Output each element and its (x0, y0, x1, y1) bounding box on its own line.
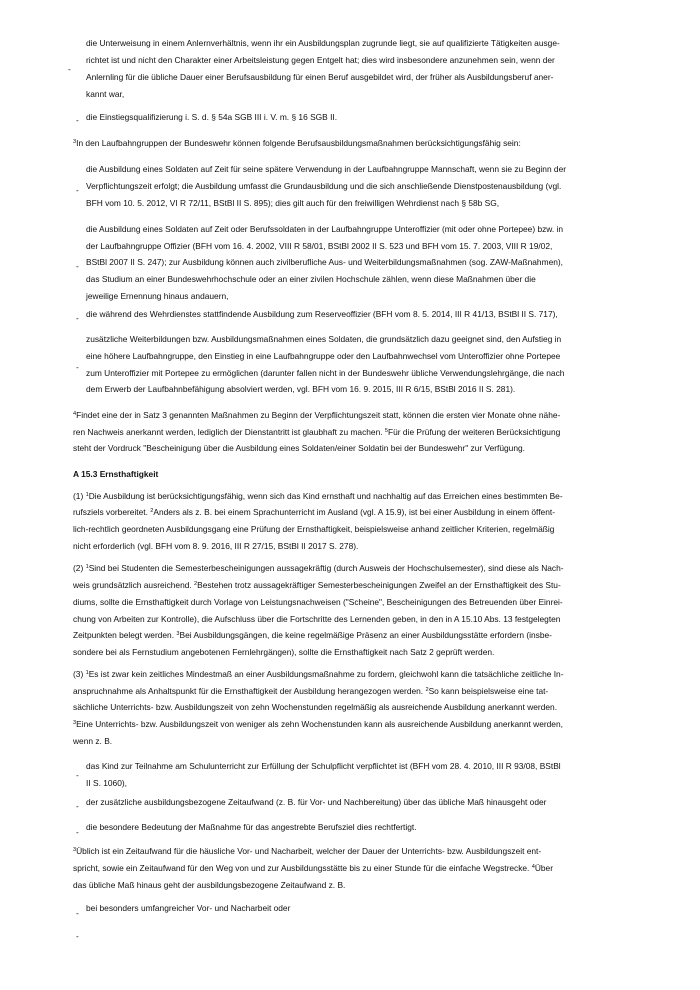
paragraph-text: So kann beispielsweise eine tat- (428, 686, 549, 696)
sentence-number: 1 (85, 670, 89, 676)
paragraph-text: ren Nachweis anerkannt werden, lediglich der Dienstantritt ist glaubhaft zu machen. (73, 427, 385, 437)
paragraph-text: rufsziels vorbereitet. (73, 507, 151, 517)
list-item-text: das Kind zur Teilnahme am Schulunterricht zur Erfüllung der Schulpflicht verpflichtet ist (BFH vom 28. 4. 2010, III R 93/08, BStBl (86, 761, 561, 771)
list-item-text: der zusätzliche ausbildungsbezogene Zeitaufwand (z. B. für Vor- und Nachbereitung) über das übliche Maß hinausgeht oder (86, 797, 547, 807)
bullet-dash: - (76, 261, 79, 271)
paragraph-text: Für die Prüfung der weiteren Berücksichtigung (388, 427, 561, 437)
list-item-text: eine höhere Laufbahngruppe, den Einstieg in eine Laufbahngruppe oder den Laufbahnwechsel vom Unteroffizier ohne Portepee (86, 351, 561, 361)
paragraph-line (73, 719, 563, 730)
paragraph-line: diums, sollte die Ernsthaftigkeit durch Vorlage von Leistungsnachweisen ("Scheine", Bescheinigungen des Betreuenden über Einrei- (73, 597, 563, 607)
list-item-text: der Laufbahngruppe Offizier (BFH vom 16. 4. 2002, VIII R 58/01, BStBl 2002 II S. 523 und BFH vom 15. 7. 2003, VIII R 19/02, (86, 241, 553, 251)
paragraph-text: Bestehen trotz aussagekräftiger Semesterbescheinigungen Zweifel an der Ernsthaftigkeit des Stu- (197, 580, 561, 590)
list-item-text: die Ausbildung eines Soldaten auf Zeit für seine spätere Verwendung in der Laufbahngruppe Mannschaft, wenn sie zu Beginn der (86, 164, 567, 174)
sentence-number: 5 (384, 428, 389, 434)
paragraph-text: Zeitpunkten belegt werden. (73, 630, 177, 640)
bullet-dash: - (76, 185, 79, 195)
list-item-text: richtet ist und nicht den Charakter einer Arbeitsleistung gegen Entgelt hat; dies wird insbesondere anzunehmen sein, wenn der (86, 55, 555, 65)
section-heading: A 15.3 Ernsthaftigkeit (73, 469, 159, 479)
sentence-number: 4 (73, 411, 77, 417)
paragraph-text: weis grundsätzlich ausreichend. (73, 580, 195, 590)
list-item-text: zusätzliche Weiterbildungen bzw. Ausbildungsmaßnahmen eines Soldaten, die grundsätzlich dazu geeignet sind, den Aufstieg in (86, 334, 562, 344)
sentence-number: 2 (425, 687, 429, 693)
list-item-text: BFH vom 10. 5. 2012, VI R 72/11, BStBl II S. 895); dies gilt auch für den freiwilligen Wehrdienst nach § 58b SG, (86, 198, 500, 208)
list-item-text: die Ausbildung eines Soldaten auf Zeit oder Berufssoldaten in der Laufbahngruppe Unteroffizier (mit oder ohne Portepee) bzw. in (86, 224, 564, 234)
list-item-text: die Unterweisung in einem Anlernverhältnis, wenn ihr ein Ausbildungsplan zugrunde liegt, sie auf qualifizierte Tätigkeiten ausge- (86, 38, 560, 48)
paragraph-number: (1) (73, 491, 86, 501)
paragraph-line: lich-rechtlich geordneten Ausbildungsgang eine Prüfung der Ernsthaftigkeit, beispielsweise anhand zeitlicher Kriterien, regelmäßig (73, 524, 555, 534)
paragraph-line: das übliche Maß hinaus geht der ausbildungsbezogene Zeitaufwand z. B. (73, 880, 346, 890)
list-item-text: dem Erwerb der Laufbahnbefähigung absolviert werden, vgl. BFH vom 16. 9. 2015, III R 6/15, BStBl 2016 II S. 281). (86, 384, 516, 394)
paragraph-text: Bei Ausbildungsgängen, die keine regelmäßige Präsenz an einer Ausbildungsstätte erfordern (insbe- (179, 630, 552, 640)
sentence-number: 3 (73, 139, 77, 145)
list-item-text: II S. 1060), (86, 778, 127, 788)
sentence-number: 4 (531, 864, 535, 870)
list-item-text: das Studium an einer Bundeswehrhochschule oder an einer zivilen Hochschule zählen, wenn diese Maßnahmen über die (86, 274, 536, 284)
list-item-text: kannt war, (86, 89, 125, 99)
paragraph-text: anspruchnahme als Anhaltspunkt für die Ernsthaftigkeit der Ausbildung herangezogen werden. (73, 686, 426, 696)
bullet-dash: - (76, 801, 79, 811)
paragraph-line (73, 507, 555, 518)
paragraph-line: steht der Vordruck "Bescheinigung über die Ausbildung eines Soldaten/einer Soldatin bei der Bundeswehr" zur Verfügung. (73, 443, 525, 453)
bullet-dash: - (76, 931, 79, 941)
bullet-dash: - (76, 115, 79, 125)
sentence-number: 1 (85, 564, 89, 570)
paragraph-number: (2) (73, 563, 86, 573)
paragraph-line: sondere bei als Fernstudium angebotenen Fernlehrgängen), sollte die Ernsthaftigkeit nach Satz 2 geprüft werden. (73, 647, 495, 657)
paragraph-text: Die Ausbildung ist berücksichtigungsfähig, wenn sich das Kind ernsthaft und nachhaltig auf das Erreichen eines bestimmten Be- (88, 491, 563, 501)
paragraph-line: chung von Arbeiten zur Kontrolle), die Aufschluss über die Fortschritte des Lernenden geben, in den in A 15.10 Abs. 13 festgelegten (73, 614, 561, 624)
paragraph-line (73, 686, 548, 697)
paragraph-line (73, 427, 560, 438)
list-item-text: BStBl 2007 II S. 247); zur Ausbildung können auch zivilberufliche Aus- und Weiterbildungsmaßnahmen (sog. ZAW-Maßnahmen), (86, 257, 564, 267)
paragraph-text: spricht, sowie ein Zeitaufwand für den Weg von und zur Ausbildungsstätte bis zu einer Stunde für die einfache Wegstrecke. (73, 863, 532, 873)
paragraph-line (73, 410, 560, 421)
paragraph-line (73, 491, 563, 502)
sentence-number: 2 (194, 581, 198, 587)
list-item-text: zum Unteroffizier mit Portepee zu ermöglichen (darunter fallen nicht in der Bundeswehr übliche Verwendungslehrgänge, die nach (86, 368, 565, 378)
bullet-dash: - (68, 64, 71, 74)
sentence-number: 1 (85, 492, 89, 498)
paragraph-text: Findet eine der in Satz 3 genannten Maßnahmen zu Beginn der Verpflichtungszeit statt, können die ersten vier Monate ohne nähe- (76, 410, 561, 420)
paragraph-text: Anders als z. B. bei einem Sprachunterricht im Ausland (vgl. A 15.9), ist bei einer Ausbildung in einem öffent- (153, 507, 555, 517)
paragraph-text: In den Laufbahngruppen der Bundeswehr können folgende Berufsausbildungsmaßnahmen berücksichtigungsfähig sein: (76, 138, 521, 148)
paragraph-line: nicht erforderlich (vgl. BFH vom 8. 9. 2016, III R 27/15, BStBl II 2017 S. 278). (73, 541, 359, 551)
list-item-text: bei besonders umfangreicher Vor- und Nacharbeit oder (86, 903, 291, 913)
bullet-dash: - (76, 827, 79, 837)
list-item-text: die besondere Bedeutung der Maßnahme für das angestrebte Berufsziel dies rechtfertigt. (86, 822, 417, 832)
sentence-number: 3 (176, 631, 180, 637)
paragraph-line (73, 863, 553, 874)
paragraph-text: Sind bei Studenten die Semesterbescheinigungen aussagekräftig (durch Ausweis der Hochschulsemester), sind diese als Nach- (88, 563, 564, 573)
list-item-text: die während des Wehrdienstes stattfindende Ausbildung zum Reserveoffizier (BFH vom 8. 5. 2014, III R 41/13, BStBl II S. 717), (86, 309, 558, 319)
paragraph-line (73, 138, 521, 149)
bullet-dash: - (76, 362, 79, 372)
paragraph-line (73, 630, 552, 641)
paragraph-number: (3) (73, 669, 86, 679)
paragraph-line: wenn z. B. (73, 736, 113, 746)
paragraph-text: Üblich ist ein Zeitaufwand für die häusliche Vor- und Nacharbeit, welcher der Dauer der Unterrichts- bzw. Ausbildungszeit ent- (76, 846, 542, 856)
bullet-dash: - (76, 908, 79, 918)
bullet-dash: - (76, 313, 79, 323)
bullet-dash: - (76, 770, 79, 780)
paragraph-line (73, 580, 561, 591)
paragraph-text: Eine Unterrichts- bzw. Ausbildungszeit von weniger als zehn Wochenstunden kann als ausreichende Ausbildung anerkannt werden, (76, 719, 563, 729)
sentence-number: 2 (150, 508, 154, 514)
paragraph-line (73, 563, 564, 574)
list-item-text: Anlernling für die übliche Dauer einer Berufsausbildung für einen Beruf ausgebildet wird, der früher als Ausbildungsberuf aner- (86, 72, 554, 82)
list-item-text: jeweilige Ernennung hinaus andauern, (86, 291, 229, 301)
paragraph-line (73, 669, 564, 680)
paragraph-line (73, 846, 541, 857)
paragraph-text: Über (534, 863, 553, 873)
paragraph-line: sächliche Unterrichts- bzw. Ausbildungszeit von zehn Wochenstunden regelmäßig als ausreichende Ausbildung anerkannt werden. (73, 702, 558, 712)
sentence-number: 3 (73, 720, 77, 726)
list-item-text: die Einstiegsqualifizierung i. S. d. § 54a SGB III i. V. m. § 16 SGB II. (86, 112, 338, 122)
paragraph-text: Es ist zwar kein zeitliches Mindestmaß an einer Ausbildungsmaßnahme zu fordern, gleichwohl kann die tatsächliche zeitliche In- (88, 669, 564, 679)
sentence-number: 3 (73, 847, 77, 853)
list-item-text: Verpflichtungszeit erfolgt; die Ausbildung umfasst die Grundausbildung und die sich anschließende Dienstpostenausbildung (vgl. (86, 181, 562, 191)
